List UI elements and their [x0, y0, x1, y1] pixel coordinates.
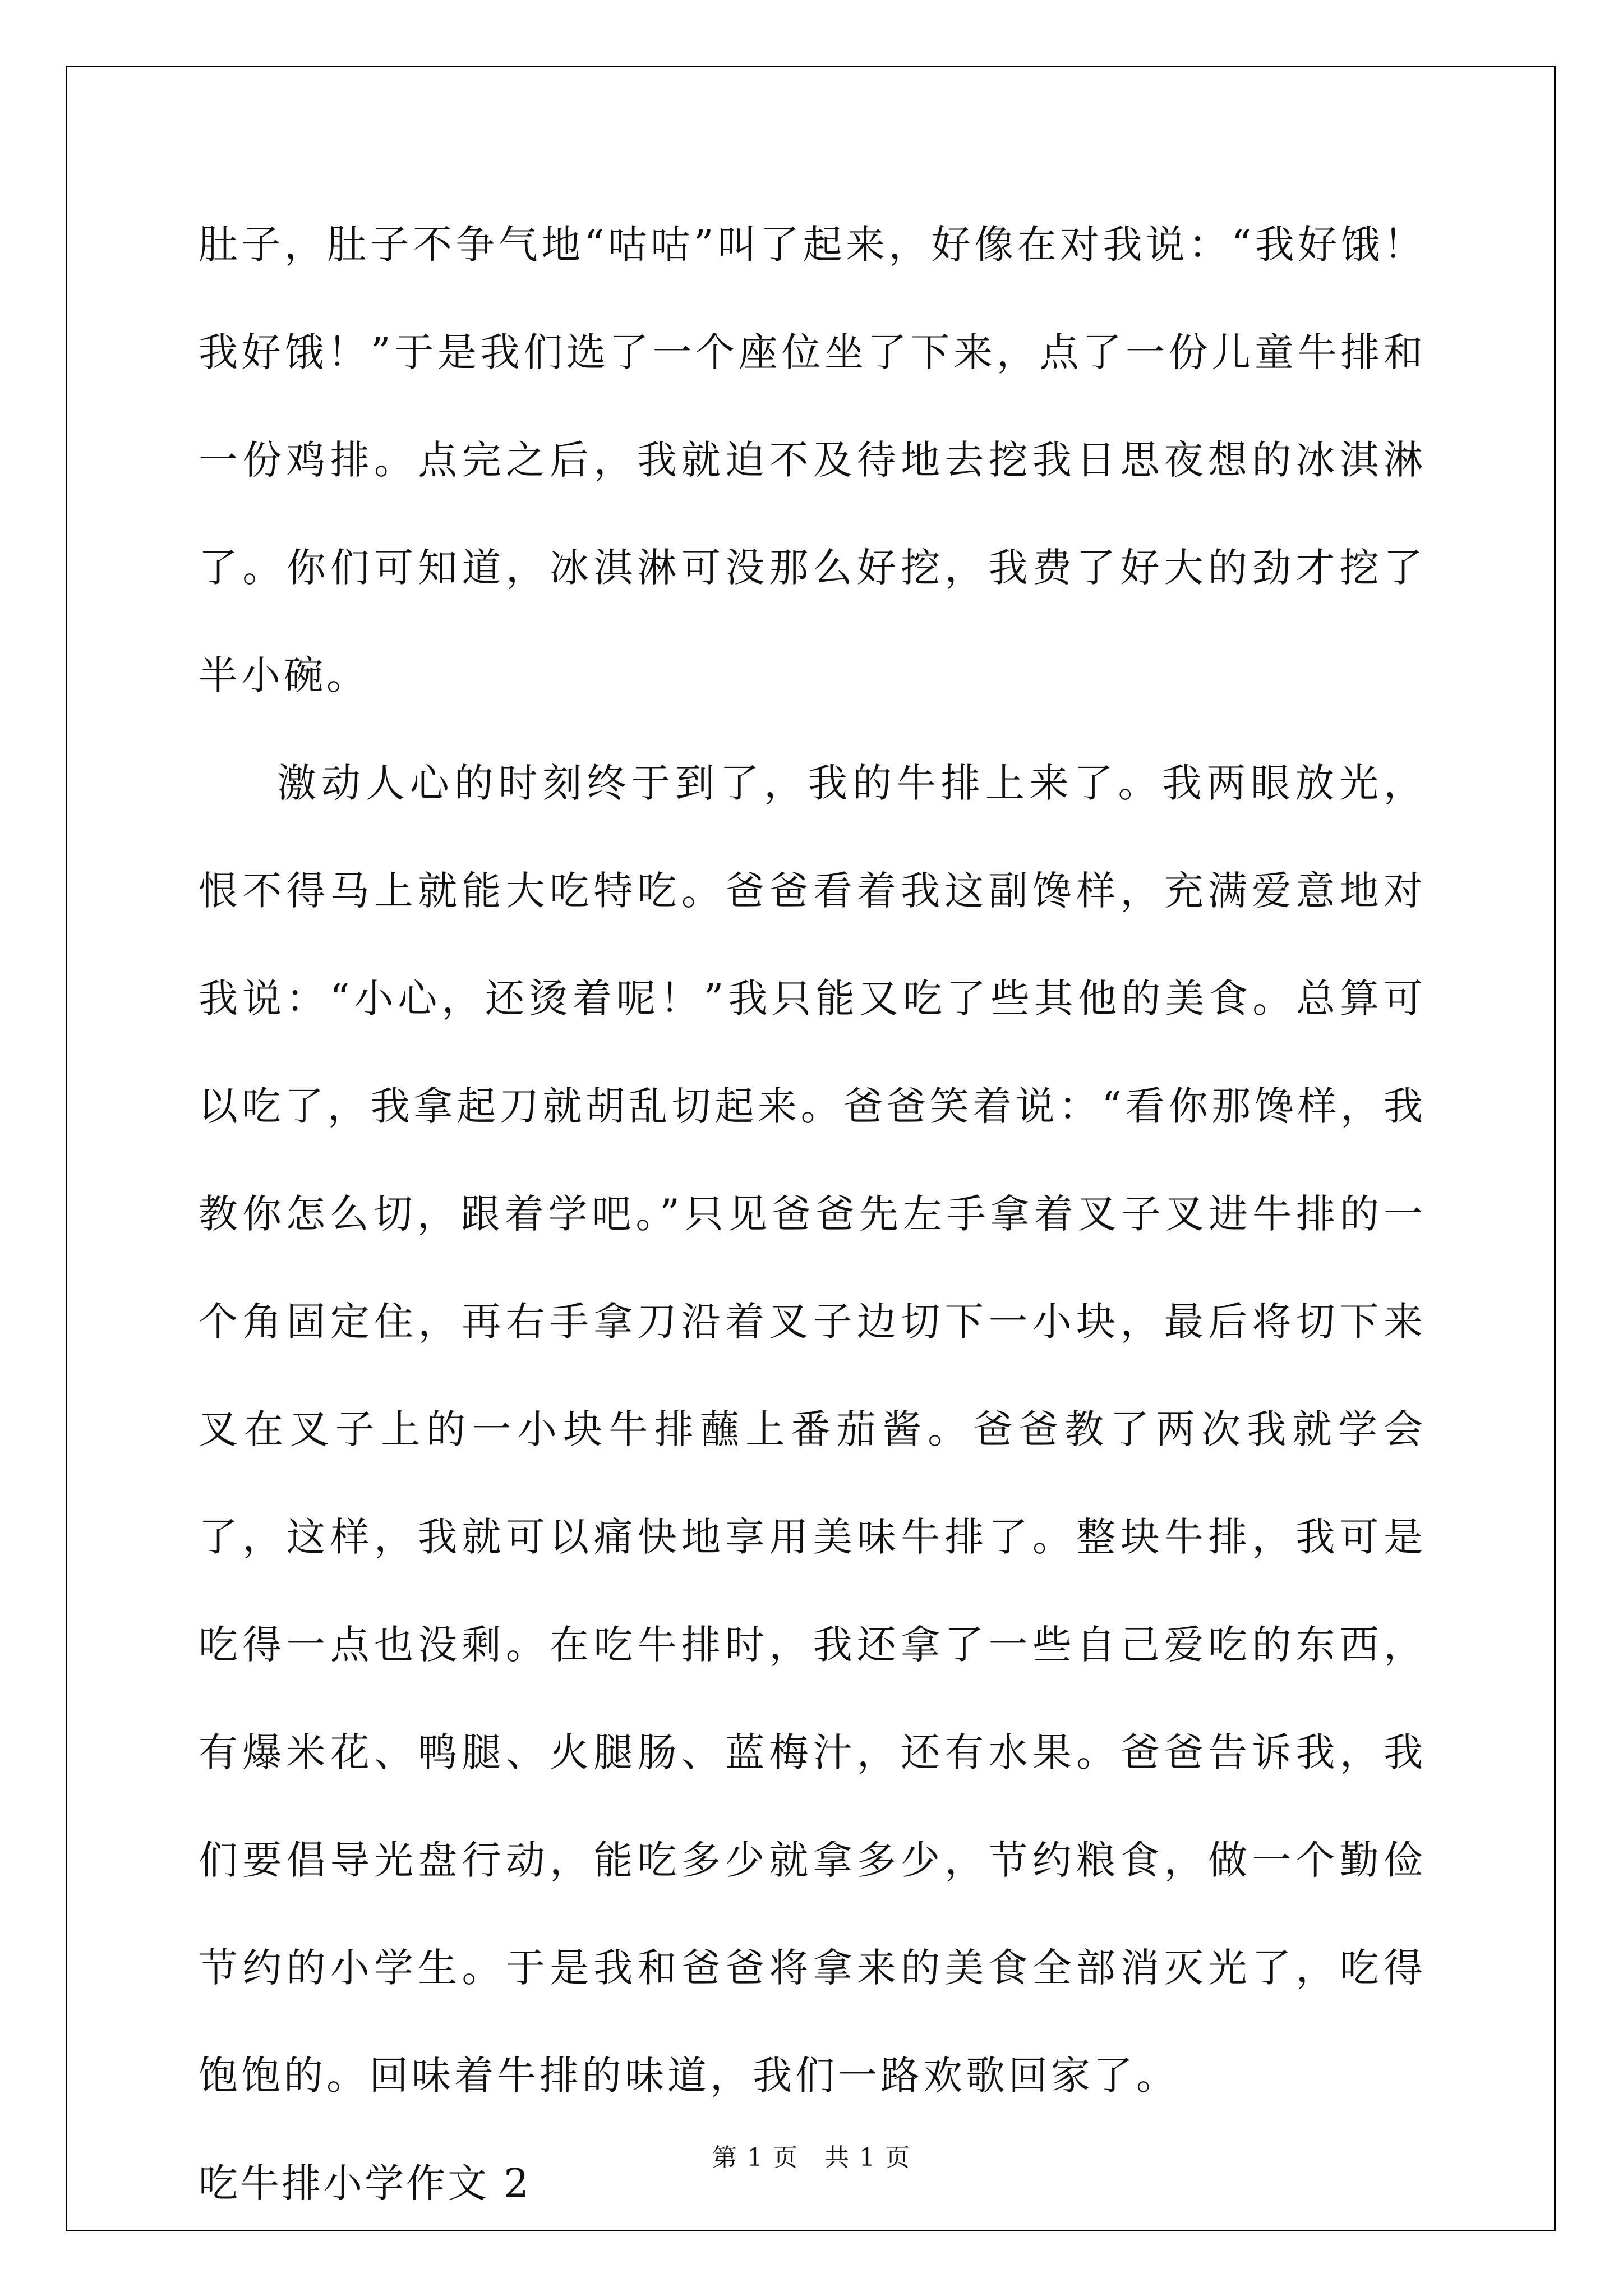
section-heading: 吃牛排小学作文 2: [199, 2160, 531, 2206]
paragraph-2: 激动人心的时刻终于到了，我的牛排上来了。我两眼放光，恨不得马上就能大吃特吃。爸爸看着我这副馋样，充满爱意地对我说：“小心，还烫着呢！”我只能又吃了些其他的美食。总算可以吃了，我拿起刀就胡乱切起来。爸爸笑着说：“看你那馋样，我教你怎么切，跟着学吧。”只见爸爸先左手拿着叉子叉进牛排的一个角固定住，再右手拿刀沿着叉子边切下一小块，最后将切下来叉在叉子上的一小块牛排蘸上番茄酱。爸爸教了两次我就学会了，这样，我就可以痛快地享用美味牛排了。整块牛排，我可是吃得一点也没剩。在吃牛排时，我还拿了一些自己爱吃的东西，有爆米花、鸭腿、火腿肠、蓝梅汁，还有水果。爸爸告诉我，我们要倡导光盘行动，能吃多少就拿多少，节约粮食，做一个勤俭节约的小学生。于是我和爸爸将拿来的美食全部消灭光了，吃得饱饱的。回味着牛排的味道，我们一路欢歌回家了。: [199, 760, 1426, 2099]
document-body: [199, 191, 1426, 2237]
page-number: 第 1 页 共 1 页: [712, 2143, 911, 2172]
paragraph-1: 肚子，肚子不争气地“咕咕”叫了起来，好像在对我说：“我好饿！我好饿！”于是我们选了一个座位坐了下来，点了一份儿童牛排和一份鸡排。点完之后，我就迫不及待地去挖我日思夜想的冰淇淋了。你们可知道，冰淇淋可没那么好挖，我费了好大的劲才挖了半小碗。: [199, 222, 1426, 698]
